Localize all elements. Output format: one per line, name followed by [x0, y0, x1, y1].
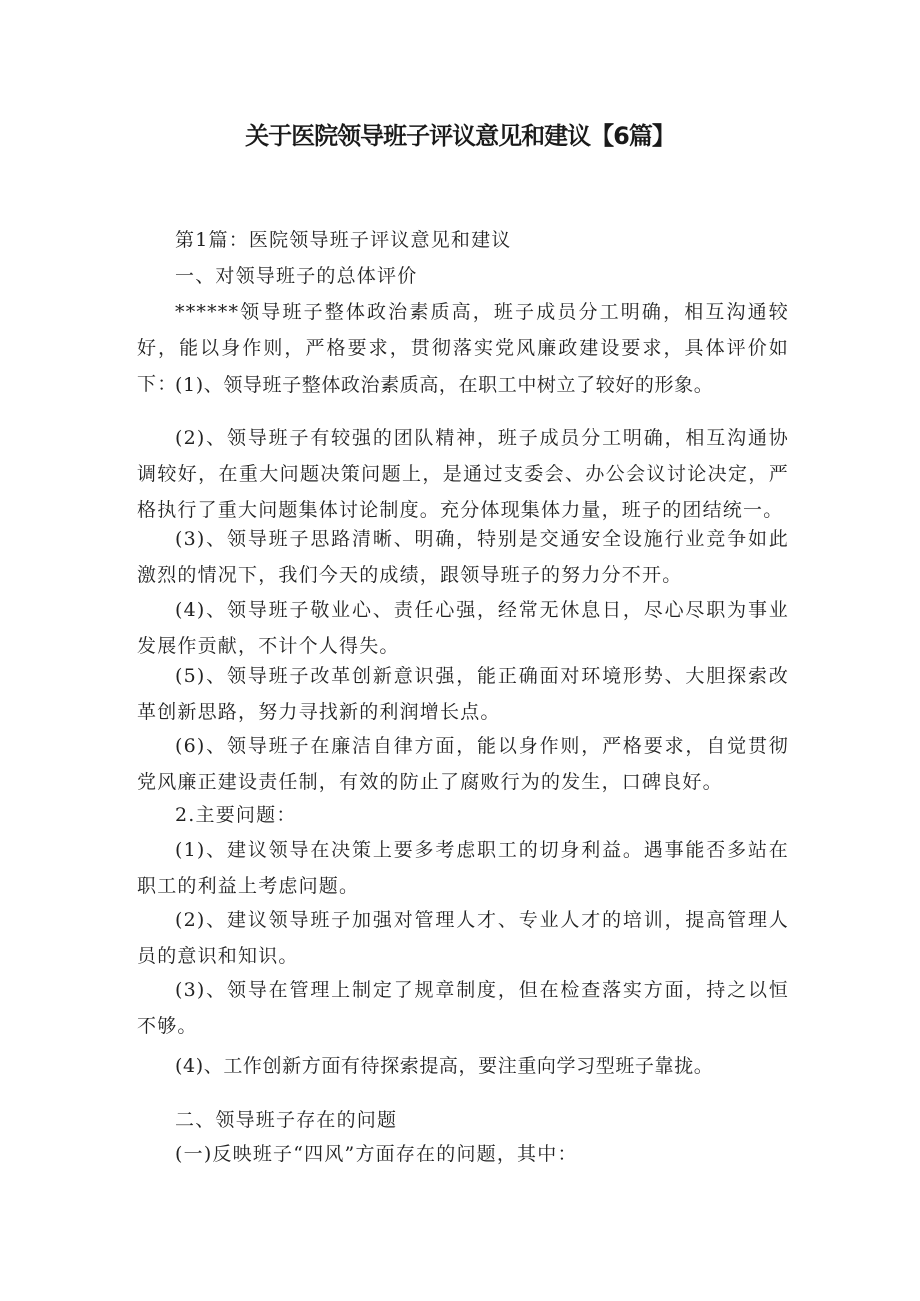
evaluation-item-4: (4)、领导班子敬业心、责任心强，经常无休息日，尽心尽职为事业发展作贡献，不计个人得失。 — [137, 599, 789, 657]
paragraph-summary: ******领导班子整体政治素质高，班子成员分工明确，相互沟通较好，能以身作则，严格要求，贯彻落实党风廉政建设要求，具体评价如下： — [137, 301, 789, 395]
evaluation-item-2: (2)、领导班子有较强的团队精神，班子成员分工明确，相互沟通协调较好，在重大问题决策问题上，是通过支委会、办公会议讨论决定，严格执行了重大问题集体讨论制度。充分体现集体力量，班子的团结统一。 — [137, 427, 789, 521]
subsection-heading-four-styles: (一)反映班子“四风”方面存在的问题，其中： — [175, 1143, 578, 1165]
section-heading-existing-problems: 二、领导班子存在的问题 — [175, 1109, 398, 1131]
document-title: 关于医院领导班子评议意见和建议【6篇】 — [245, 122, 675, 150]
problem-item-4: (4)、工作创新方面有待探索提高，要注重向学习型班子靠拢。 — [175, 1055, 714, 1077]
evaluation-item-5: (5)、领导班子改革创新意识强，能正确面对环境形势、大胆探索改革创新思路，努力寻找新的利润增长点。 — [137, 665, 789, 723]
problem-item-3: (3)、领导在管理上制定了规章制度，但在检查落实方面，持之以恒不够。 — [137, 979, 789, 1037]
section-heading-main-problems: 2.主要问题： — [175, 804, 297, 826]
evaluation-item-3: (3)、领导班子思路清晰、明确，特别是交通安全设施行业竞争如此激烈的情况下，我们今天的成绩，跟领导班子的努力分不开。 — [137, 528, 789, 586]
problem-item-2: (2)、建议领导班子加强对管理人才、专业人才的培训，提高管理人员的意识和知识。 — [137, 909, 789, 967]
section-heading-part-1: 第1篇：医院领导班子评议意见和建议 — [175, 229, 512, 251]
section-heading-overall-evaluation: 一、对领导班子的总体评价 — [175, 265, 418, 287]
evaluation-item-1: (1)、领导班子整体政治素质高，在职工中树立了较好的形象。 — [175, 374, 714, 396]
problem-item-1: (1)、建议领导在决策上要多考虑职工的切身利益。遇事能否多站在职工的利益上考虑问题。 — [137, 839, 789, 897]
evaluation-item-6: (6)、领导班子在廉洁自律方面，能以身作则，严格要求，自觉贯彻党风廉正建设责任制，有效的防止了腐败行为的发生，口碑良好。 — [137, 735, 789, 793]
